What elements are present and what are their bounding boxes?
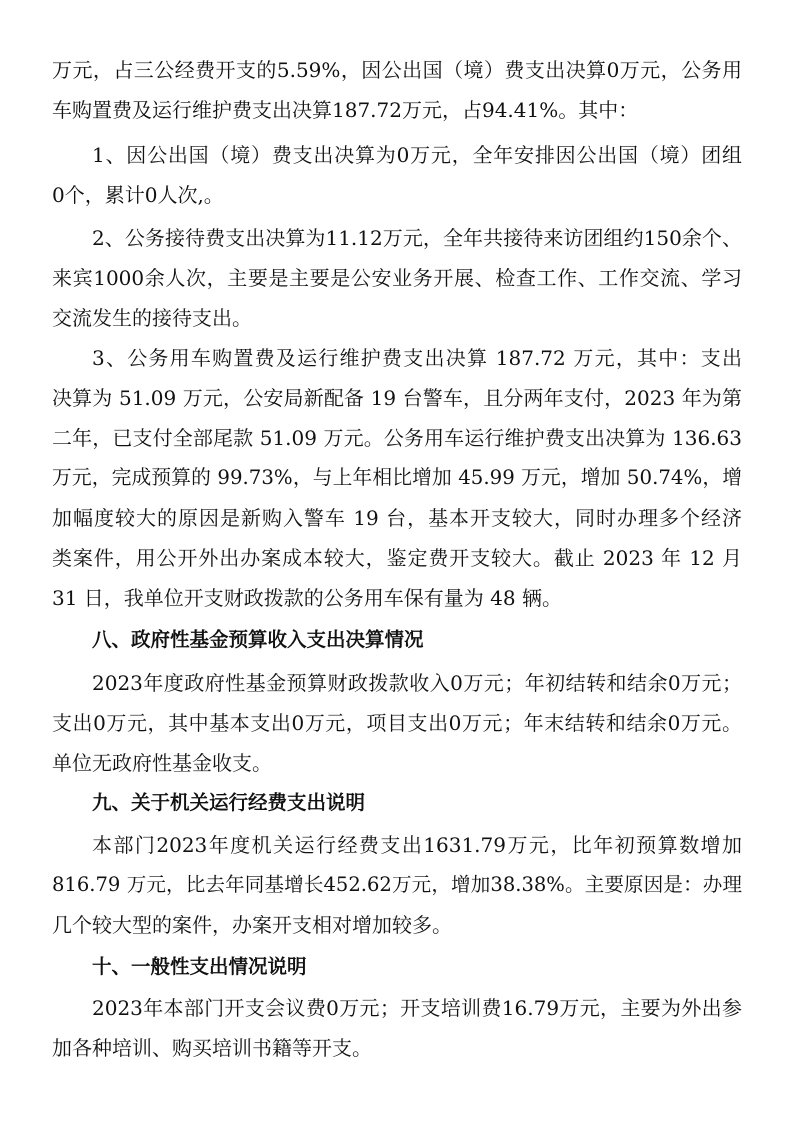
paragraph-line: 二年，已支付全部尾款 51.09 万元。公务用车运行维护费支出决算为 136.63 (52, 426, 742, 450)
paragraph-line: 几个较大型的案件，办案开支相对增加较多。 (52, 913, 452, 937)
paragraph-line: 2023年度政府性基金预算财政拨款收入0万元；年初结转和结余0万元； (92, 671, 742, 695)
paragraph-line: 3、公务用车购置费及运行维护费支出决算 187.72 万元，其中：支出 (92, 346, 742, 370)
paragraph-line: 交流发生的接待支出。 (52, 306, 252, 330)
paragraph-line: 1、因公出国（境）费支出决算为0万元，全年安排因公出国（境）团组 (92, 143, 742, 167)
paragraph-line: 加各种培训、购买培训书籍等开支。 (52, 1036, 372, 1060)
paragraph-line: 816.79 万元，比去年同基增长452.62万元，增加38.38%。主要原因是：办理 (52, 873, 742, 896)
paragraph-line: 万元，完成预算的 99.73%，与上年相比增加 45.99 万元，增加 50.74%，增 (52, 466, 742, 489)
paragraph-line: 31 日，我单位开支财政拨款的公务用车保有量为 48 辆。 (52, 586, 562, 610)
paragraph-line: 单位无政府性基金收支。 (52, 751, 272, 775)
paragraph-line: 决算为 51.09 万元，公安局新配备 19 台警车，且分两年支付，2023 年为第 (52, 386, 742, 410)
paragraph-line: 0个，累计0人次,。 (52, 183, 224, 207)
section-heading: 九、关于机关运行经费支出说明 (92, 791, 366, 814)
paragraph-line: 2023年本部门开支会议费0万元；开支培训费16.79万元，主要为外出参 (92, 996, 742, 1020)
paragraph-line: 车购置费及运行维护费支出决算187.72万元，占94.41%。其中： (52, 98, 639, 122)
paragraph-line: 加幅度较大的原因是新购入警车 19 台，基本开支较大，同时办理多个经济 (52, 506, 742, 530)
paragraph-line: 本部门2023年度机关运行经费支出1631.79万元，比年初预算数增加 (92, 833, 742, 857)
paragraph-line: 2、公务接待费支出决算为11.12万元，全年共接待来访团组约150余个、 (92, 226, 742, 250)
section-heading: 八、政府性基金预算收入支出决算情况 (92, 628, 424, 651)
paragraph-line: 支出0万元，其中基本支出0万元，项目支出0万元；年末结转和结余0万元。 (52, 711, 742, 735)
paragraph-line: 万元，占三公经费开支的5.59%，因公出国（境）费支出决算0万元，公务用 (52, 58, 742, 82)
section-heading: 十、一般性支出情况说明 (92, 955, 307, 978)
paragraph-line: 来宾1000余人次，主要是主要是公安业务开展、检查工作、工作交流、学习 (52, 266, 742, 290)
paragraph-line: 类案件，用公开外出办案成本较大，鉴定费开支较大。截止 2023 年 12 月 (52, 546, 742, 570)
